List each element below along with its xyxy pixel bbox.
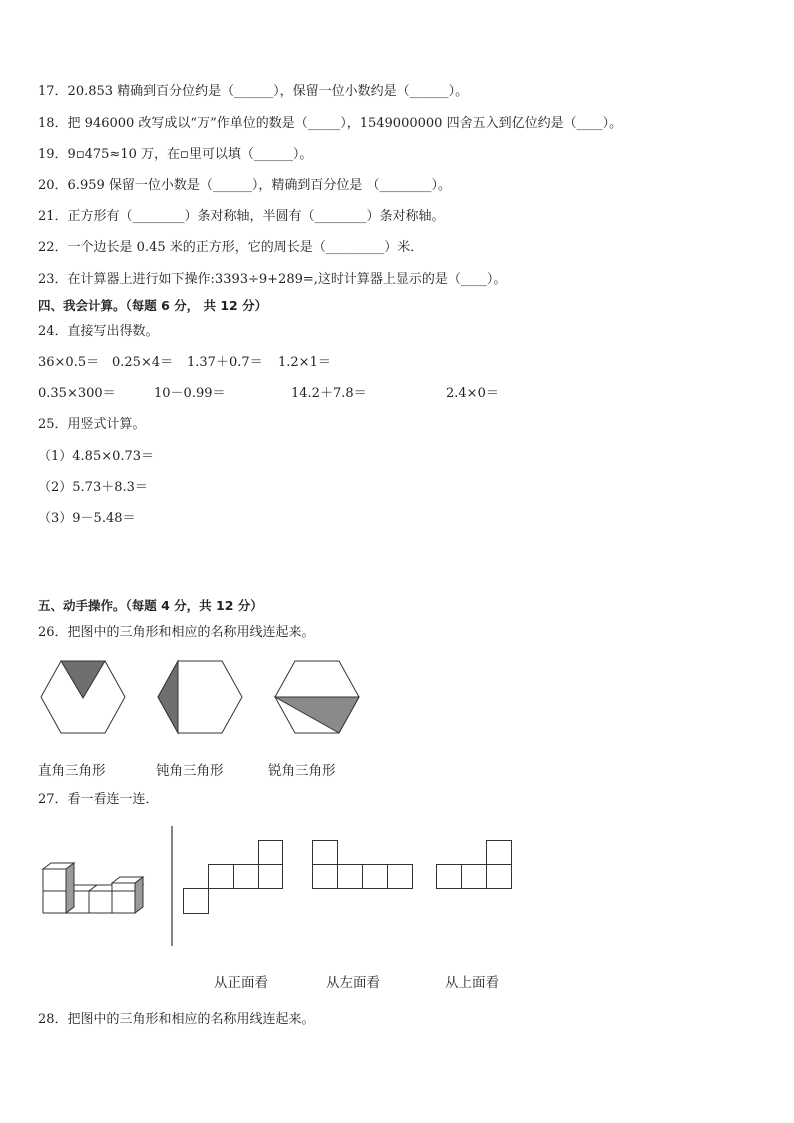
calc-item: 10－0.99＝: [154, 386, 226, 401]
divider-line: [170, 826, 174, 948]
question-24: 24．直接写出得数。: [38, 324, 159, 339]
view-figure-3: [436, 840, 514, 891]
question-27: 27．看一看连一连．: [38, 792, 159, 807]
view-label: 从正面看: [214, 975, 268, 991]
vertical-calc-item: （1）4.85×0.73＝: [38, 449, 155, 464]
view-label: 从上面看: [445, 975, 499, 991]
question-23: 23．在计算器上进行如下操作:3393÷9+289=,这时计算器上显示的是（____）。: [38, 272, 507, 287]
question-17: 17．20.853 精确到百分位约是（______），保留一位小数约是（______）。: [38, 84, 469, 99]
triangle-label: 直角三角形: [38, 763, 106, 779]
section-4-heading: 四、我会计算。（每题 6 分， 共 12 分）: [38, 298, 268, 313]
section-5-heading: 五、动手操作。（每题 4 分，共 12 分）: [38, 598, 263, 613]
view-label: 从左面看: [326, 975, 380, 991]
question-22: 22．一个边长是 0.45 米的正方形，它的周长是（_________）米．: [38, 240, 424, 255]
hexagon-figure-1: [40, 660, 126, 734]
question-18: 18．把 946000 改写成以“万”作单位的数是（_____），1549000000 四舍五入到亿位约是（____）。: [38, 116, 623, 131]
hexagon-figure-3: [274, 660, 360, 734]
question-25: 25．用竖式计算。: [38, 417, 146, 432]
question-20: 20．6.959 保留一位小数是（______），精确到百分位是 （________）。: [38, 178, 452, 193]
calc-item: 1.2×1＝: [278, 355, 331, 370]
cube-model-figure: [40, 860, 155, 916]
question-19: 19．9▫475≈10 万，在▫里可以填（______）。: [38, 147, 313, 162]
question-26: 26．把图中的三角形和相应的名称用线连起来。: [38, 625, 315, 640]
view-figure-2: [312, 840, 414, 891]
vertical-calc-item: （3）9－5.48＝: [38, 511, 136, 526]
question-21: 21．正方形有（________）条对称轴，半圆有（________）条对称轴。: [38, 209, 445, 224]
triangle-label: 钝角三角形: [156, 763, 224, 779]
vertical-calc-item: （2）5.73＋8.3＝: [38, 480, 148, 495]
calc-item: 0.35×300＝: [38, 386, 116, 401]
calc-item: 1.37＋0.7＝: [187, 355, 263, 370]
view-figure-1: [183, 840, 283, 915]
calc-item: 36×0.5＝: [38, 355, 100, 370]
hexagon-figure-2: [157, 660, 243, 734]
triangle-label: 锐角三角形: [268, 763, 336, 779]
calc-item: 14.2＋7.8＝: [291, 386, 367, 401]
calc-item: 2.4×0＝: [446, 386, 499, 401]
question-28: 28．把图中的三角形和相应的名称用线连起来。: [38, 1012, 315, 1027]
calc-item: 0.25×4＝: [112, 355, 174, 370]
